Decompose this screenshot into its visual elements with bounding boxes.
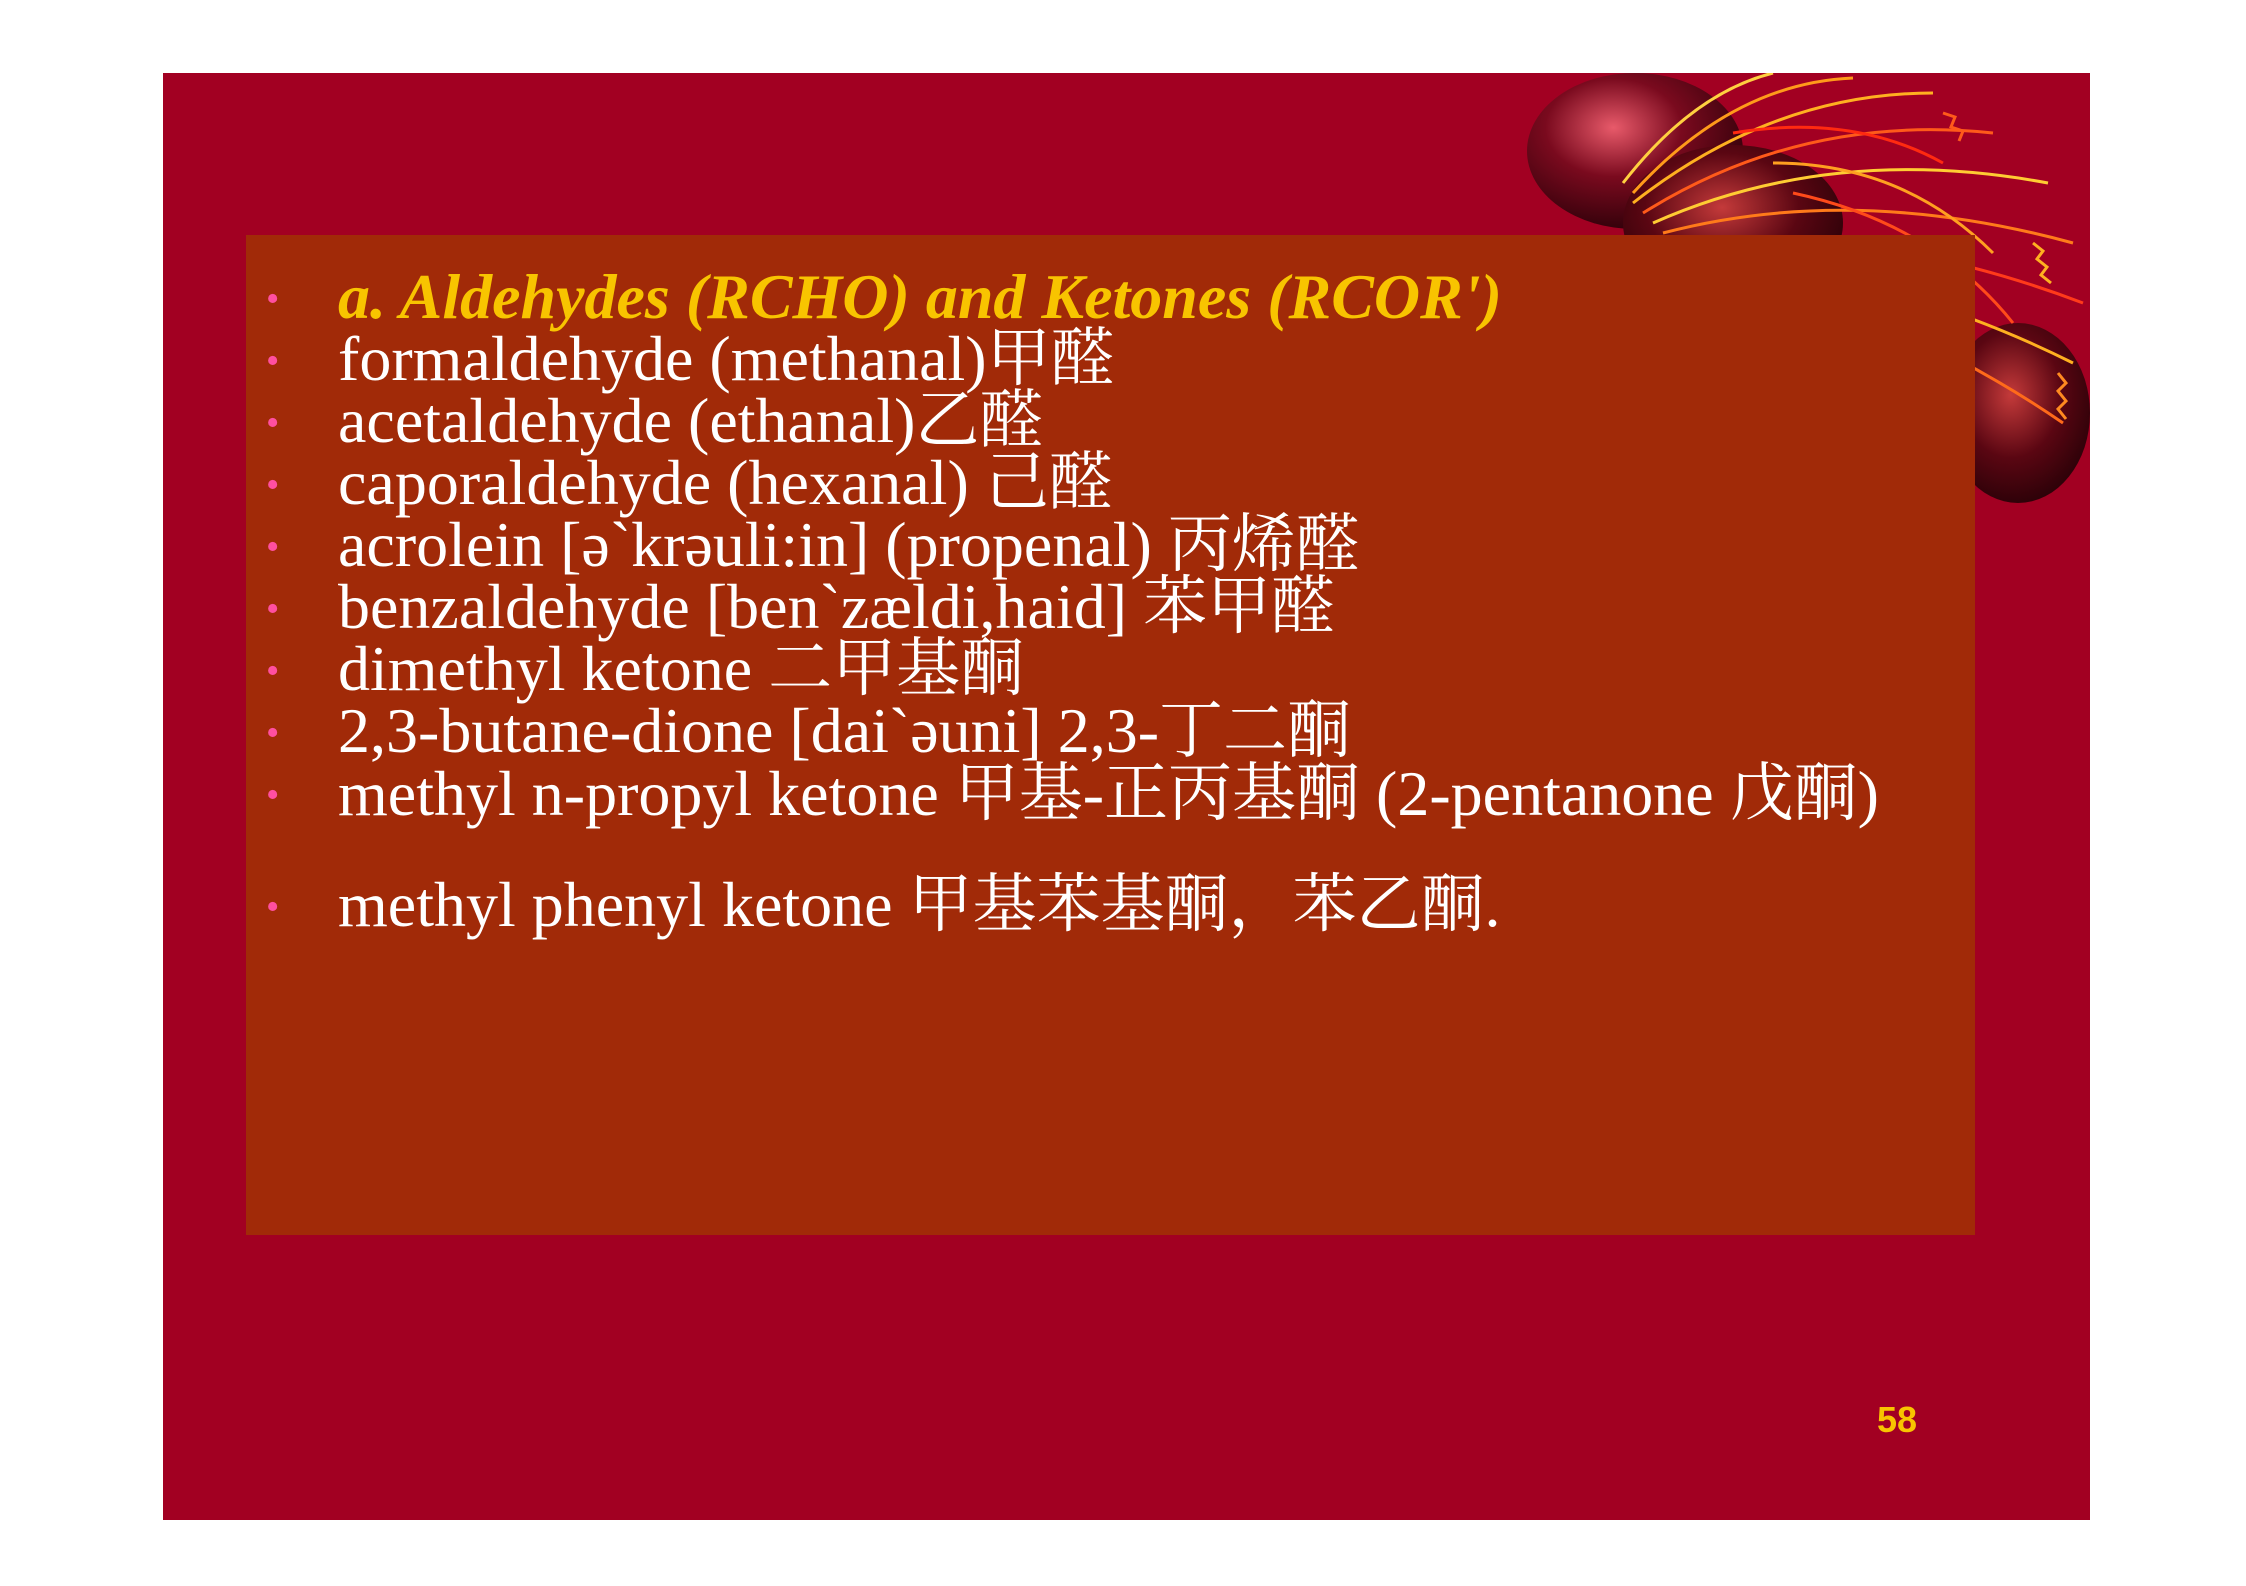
bullet-text: acrolein [əˋkrəuli:in] (propenal) 丙烯醛	[338, 509, 1360, 580]
bullet-text: formaldehyde (methanal)甲醛	[338, 323, 1115, 394]
bullet-icon: •	[266, 588, 280, 630]
bullet-text: acetaldehyde (ethanal)乙醛	[338, 385, 1044, 456]
bullet-icon: •	[266, 774, 280, 816]
bullet-icon: •	[266, 712, 280, 754]
bullet-icon: •	[266, 278, 280, 320]
bullet-icon: •	[266, 526, 280, 568]
slide	[163, 73, 2090, 1520]
bullet-text: dimethyl ketone 二甲基酮	[338, 633, 1025, 704]
bullet-icon: •	[266, 886, 280, 928]
bullet-text: 2,3-butane-dione [daiˋəuni] 2,3-丁二酮	[338, 695, 1352, 766]
bullet-icon: •	[266, 402, 280, 444]
bullet-text: caporaldehyde (hexanal) 己醛	[338, 447, 1113, 518]
bullet-icon: •	[266, 464, 280, 506]
bullet-text: methyl n-propyl ketone 甲基-正丙基酮 (2-pentanone 戊酮)	[338, 758, 1879, 829]
bullet-icon: •	[266, 650, 280, 692]
page-number: 58	[1877, 1399, 1918, 1440]
content-box	[246, 235, 1975, 1235]
bullet-heading: a. Aldehydes (RCHO) and Ketones (RCOR')	[338, 261, 1502, 332]
bullet-text: benzaldehyde [benˋzældi,haid] 苯甲醛	[338, 571, 1335, 642]
bullet-text: methyl phenyl ketone 甲基苯基酮，苯乙酮.	[338, 869, 1501, 940]
bullet-icon: •	[266, 340, 280, 382]
